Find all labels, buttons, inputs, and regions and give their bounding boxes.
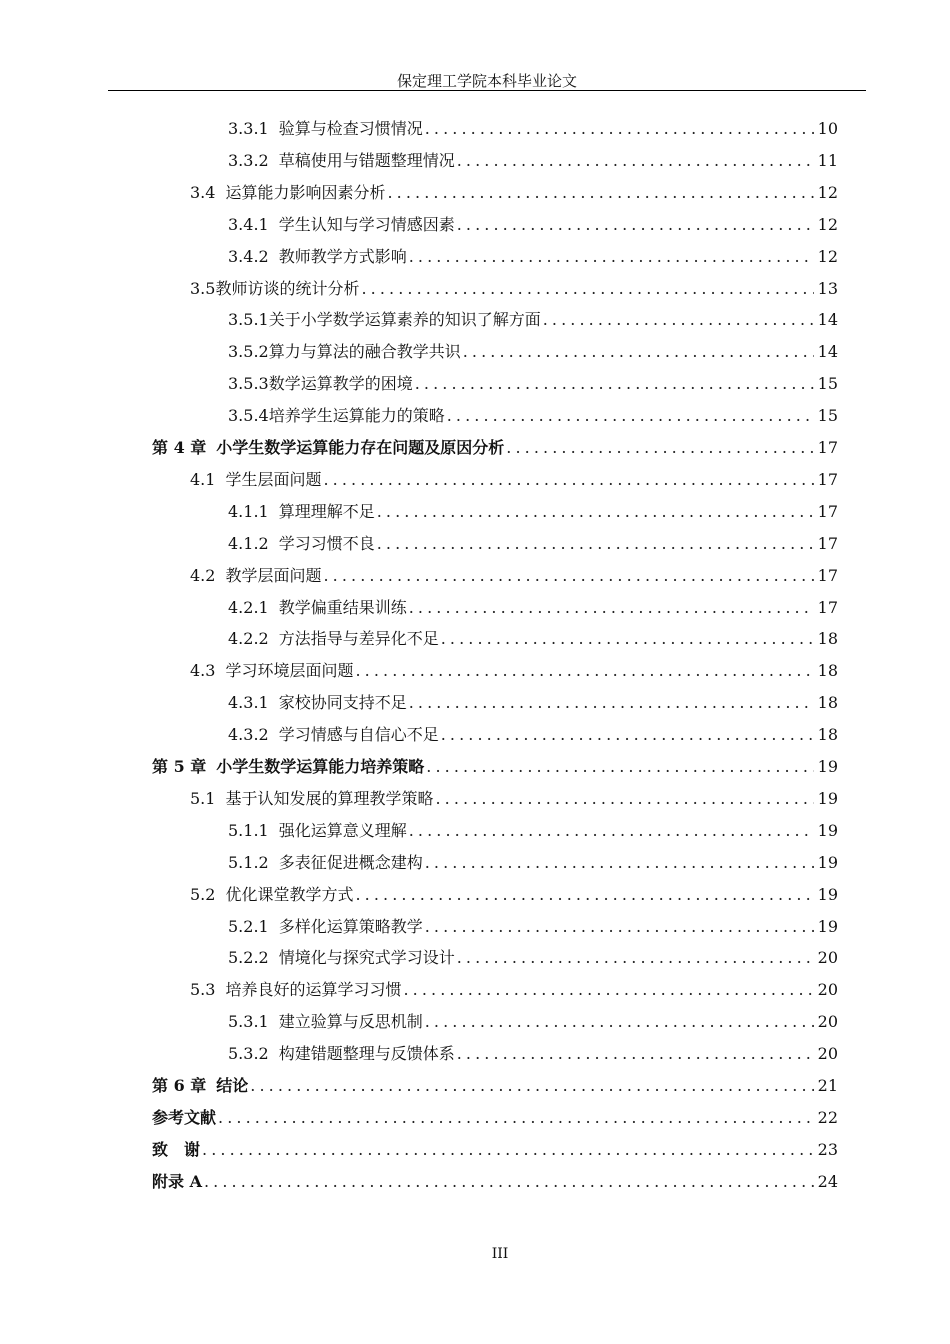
toc-entry-number: 4.2.2 [228, 629, 269, 649]
toc-entry-page: 20 [817, 948, 838, 968]
toc-entry[interactable] [152, 1105, 838, 1131]
toc-entry-page: 17 [817, 501, 838, 521]
toc-dot-leader [409, 818, 814, 844]
toc-entry-title: 教学层面问题 [225, 565, 322, 585]
toc-entry-number: 第 4 章 [152, 438, 207, 457]
toc-entry-title: 教师访谈的统计分析 [215, 278, 360, 298]
toc-entry-page: 21 [817, 1076, 838, 1095]
toc-dot-leader [457, 1041, 814, 1067]
toc-entry-page: 24 [817, 1171, 838, 1191]
toc-entry-page: 19 [817, 788, 838, 808]
toc-entry[interactable] [152, 1169, 838, 1195]
toc-entry-title: 学习习惯不良 [278, 533, 375, 553]
toc-dot-leader [377, 531, 814, 557]
toc-entry-number: 第 6 章 [152, 1076, 207, 1095]
toc-entry[interactable] [228, 212, 838, 238]
toc-entry-page: 12 [817, 246, 838, 266]
toc-entry[interactable] [190, 882, 838, 908]
toc-entry-number: 3.5.3 [228, 374, 269, 394]
toc-entry[interactable] [190, 658, 838, 684]
toc-entry-page: 17 [817, 533, 838, 553]
toc-entry-number: 5.1 [190, 788, 216, 808]
toc-entry-number: 3.5.4 [228, 406, 269, 426]
toc-entry-number: 3.3.1 [228, 119, 269, 138]
toc-entry[interactable] [190, 786, 838, 812]
toc-entry-page: 12 [817, 182, 838, 202]
toc-dot-leader [457, 148, 814, 174]
toc-entry[interactable] [152, 1137, 838, 1163]
toc-dot-leader [403, 977, 813, 1003]
toc-entry-page: 19 [817, 757, 838, 776]
toc-entry-page: 11 [817, 150, 838, 170]
toc-entry-number: 4.3.1 [228, 693, 269, 713]
toc-entry[interactable] [152, 754, 838, 780]
toc-entry-number: 4.2 [190, 565, 216, 585]
toc-entry-number: 5.1.1 [228, 820, 269, 840]
toc-entry-title: 草稿使用与错题整理情况 [278, 150, 455, 170]
header-rule [108, 90, 866, 91]
toc-entry-page: 17 [817, 469, 838, 489]
toc-entry-title: 致 谢 [152, 1139, 201, 1159]
toc-entry-page: 18 [817, 725, 838, 745]
toc-entry[interactable] [228, 531, 838, 557]
toc-dot-leader [409, 244, 814, 270]
toc-entry-title: 小学生数学运算能力存在问题及原因分析 [216, 438, 505, 457]
toc-entry-title: 教学偏重结果训练 [278, 597, 407, 617]
toc-entry[interactable] [228, 403, 838, 429]
toc-entry-page: 13 [817, 278, 838, 298]
toc-entry-title: 建立验算与反思机制 [278, 1012, 423, 1032]
toc-entry-title: 学习情感与自信心不足 [278, 725, 439, 745]
toc-entry-number: 4.1 [190, 469, 216, 489]
toc-dot-leader [355, 882, 813, 908]
toc-entry[interactable] [152, 435, 838, 461]
toc-dot-leader [506, 435, 813, 461]
toc-entry[interactable] [228, 1041, 838, 1067]
toc-entry[interactable] [228, 244, 838, 270]
toc-dot-leader [425, 116, 814, 142]
toc-entry-title: 算力与算法的融合教学共识 [268, 342, 461, 362]
toc-dot-leader [409, 595, 814, 621]
toc-entry-page: 10 [817, 119, 838, 138]
toc-entry-title: 优化课堂教学方式 [225, 884, 354, 904]
toc-dot-leader [361, 276, 813, 302]
toc-entry-number: 5.3.1 [228, 1012, 269, 1032]
toc-entry[interactable] [228, 595, 838, 621]
toc-entry[interactable] [228, 818, 838, 844]
toc-dot-leader [543, 307, 814, 333]
toc-entry-number: 3.4.2 [228, 246, 269, 266]
toc-entry-page: 23 [817, 1139, 838, 1159]
toc-entry-number: 5.2.1 [228, 916, 269, 936]
toc-entry[interactable] [190, 563, 838, 589]
toc-dot-leader [323, 467, 813, 493]
toc-entry-title: 学生层面问题 [225, 469, 322, 489]
toc-entry-page: 18 [817, 661, 838, 681]
toc-entry-page: 20 [817, 1044, 838, 1064]
toc-entry-page: 18 [817, 693, 838, 713]
page-number: III [491, 1246, 509, 1262]
toc-entry-title: 培养良好的运算学习习惯 [225, 980, 402, 1000]
toc-entry[interactable] [228, 914, 838, 940]
toc-entry-number: 5.1.2 [228, 852, 269, 872]
toc-entry-page: 20 [817, 1012, 838, 1032]
toc-entry-title: 小学生数学运算能力培养策略 [216, 757, 425, 776]
toc-dot-leader [355, 658, 813, 684]
toc-dot-leader [425, 1009, 814, 1035]
toc-dot-leader [323, 563, 813, 589]
toc-dot-leader [425, 914, 814, 940]
toc-dot-leader [204, 1169, 814, 1195]
toc-dot-leader [250, 1073, 813, 1099]
toc-entry-page: 19 [817, 916, 838, 936]
toc-dot-leader [441, 722, 814, 748]
toc-dot-leader [457, 945, 814, 971]
toc-entry-title: 关于小学数学运算素养的知识了解方面 [268, 310, 541, 330]
toc-entry-page: 14 [817, 310, 838, 330]
toc-entry[interactable] [228, 371, 838, 397]
toc-entry-title: 多样化运算策略教学 [278, 916, 423, 936]
toc-entry-number: 3.5.2 [228, 342, 269, 362]
toc-dot-leader [218, 1105, 814, 1131]
toc-entry[interactable] [228, 116, 838, 142]
toc-entry-title: 多表征促进概念建构 [278, 852, 423, 872]
toc-entry-title: 结论 [216, 1076, 249, 1095]
toc-dot-leader [425, 850, 814, 876]
toc-entry-title: 教师教学方式影响 [278, 246, 407, 266]
toc-entry[interactable] [228, 722, 838, 748]
toc-entry[interactable] [190, 276, 838, 302]
toc-dot-leader [447, 403, 814, 429]
toc-dot-leader [415, 371, 814, 397]
toc-entry-number: 4.2.1 [228, 597, 269, 617]
toc-entry-title: 基于认知发展的算理教学策略 [225, 788, 434, 808]
toc-entry-title: 数学运算教学的困境 [268, 374, 413, 394]
toc-entry[interactable] [228, 339, 838, 365]
toc-entry[interactable] [228, 307, 838, 333]
toc-entry-number: 4.3.2 [228, 725, 269, 745]
toc-entry-page: 17 [817, 438, 838, 457]
toc-entry[interactable] [152, 1073, 838, 1099]
toc-entry-number: 5.3 [190, 980, 216, 1000]
toc-entry-number: 5.2.2 [228, 948, 269, 968]
toc-dot-leader [435, 786, 813, 812]
toc-entry-number: 3.5.1 [228, 310, 269, 330]
toc-entry-title: 强化运算意义理解 [278, 820, 407, 840]
toc-entry-page: 15 [817, 406, 838, 426]
toc-dot-leader [426, 754, 813, 780]
toc-entry-title: 参考文献 [152, 1107, 217, 1127]
toc-entry-page: 19 [817, 820, 838, 840]
toc-dot-leader [377, 499, 814, 525]
toc-entry[interactable] [228, 1009, 838, 1035]
toc-entry-page: 18 [817, 629, 838, 649]
toc-entry[interactable] [190, 977, 838, 1003]
toc-entry-page: 19 [817, 884, 838, 904]
toc-entry-number: 4.3 [190, 661, 216, 681]
toc-entry-number: 3.4.1 [228, 214, 269, 234]
toc-dot-leader [387, 180, 813, 206]
toc-entry-number: 5.2 [190, 884, 216, 904]
toc-dot-leader [441, 626, 814, 652]
toc-entry-page: 20 [817, 980, 838, 1000]
toc-entry[interactable] [228, 499, 838, 525]
toc-dot-leader [409, 690, 814, 716]
toc-dot-leader [457, 212, 814, 238]
toc-entry[interactable] [228, 850, 838, 876]
toc-entry-number: 3.4 [190, 182, 216, 202]
toc-entry-number: 第 5 章 [152, 757, 207, 776]
toc-entry-page: 12 [817, 214, 838, 234]
toc-dot-leader [463, 339, 814, 365]
toc-entry-title: 验算与检查习惯情况 [278, 119, 423, 138]
toc-entry-title: 家校协同支持不足 [278, 693, 407, 713]
toc-entry-number: 5.3.2 [228, 1044, 269, 1064]
toc-entry-page: 17 [817, 597, 838, 617]
toc-entry-title: 学生认知与学习情感因素 [278, 214, 455, 234]
toc-entry-page: 22 [817, 1107, 838, 1127]
page-header: 保定理工学院本科毕业论文 [396, 72, 577, 90]
toc-entry[interactable] [190, 467, 838, 493]
toc-dot-leader [202, 1137, 814, 1163]
toc-entry[interactable] [228, 626, 838, 652]
toc-entry[interactable] [190, 180, 838, 206]
toc-entry-page: 19 [817, 852, 838, 872]
toc-entry-title: 方法指导与差异化不足 [278, 629, 439, 649]
toc-entry-page: 15 [817, 374, 838, 394]
toc-entry-title: 算理理解不足 [278, 501, 375, 521]
toc-entry[interactable] [228, 945, 838, 971]
toc-entry-title: 构建错题整理与反馈体系 [278, 1044, 455, 1064]
toc-entry-page: 17 [817, 565, 838, 585]
toc-entry-title: 学习环境层面问题 [225, 661, 354, 681]
toc-entry-title: 培养学生运算能力的策略 [268, 406, 445, 426]
toc-entry-number: 3.5 [190, 278, 216, 298]
toc-entry-number: 3.3.2 [228, 150, 269, 170]
toc-entry-number: 4.1.2 [228, 533, 269, 553]
toc-entry-title: 运算能力影响因素分析 [225, 182, 386, 202]
toc-entry[interactable] [228, 148, 838, 174]
toc-entry-page: 14 [817, 342, 838, 362]
toc-entry-number: 4.1.1 [228, 501, 269, 521]
toc-entry[interactable] [228, 690, 838, 716]
toc-entry-title: 附录 A [152, 1171, 202, 1191]
toc-entry-title: 情境化与探究式学习设计 [278, 948, 455, 968]
